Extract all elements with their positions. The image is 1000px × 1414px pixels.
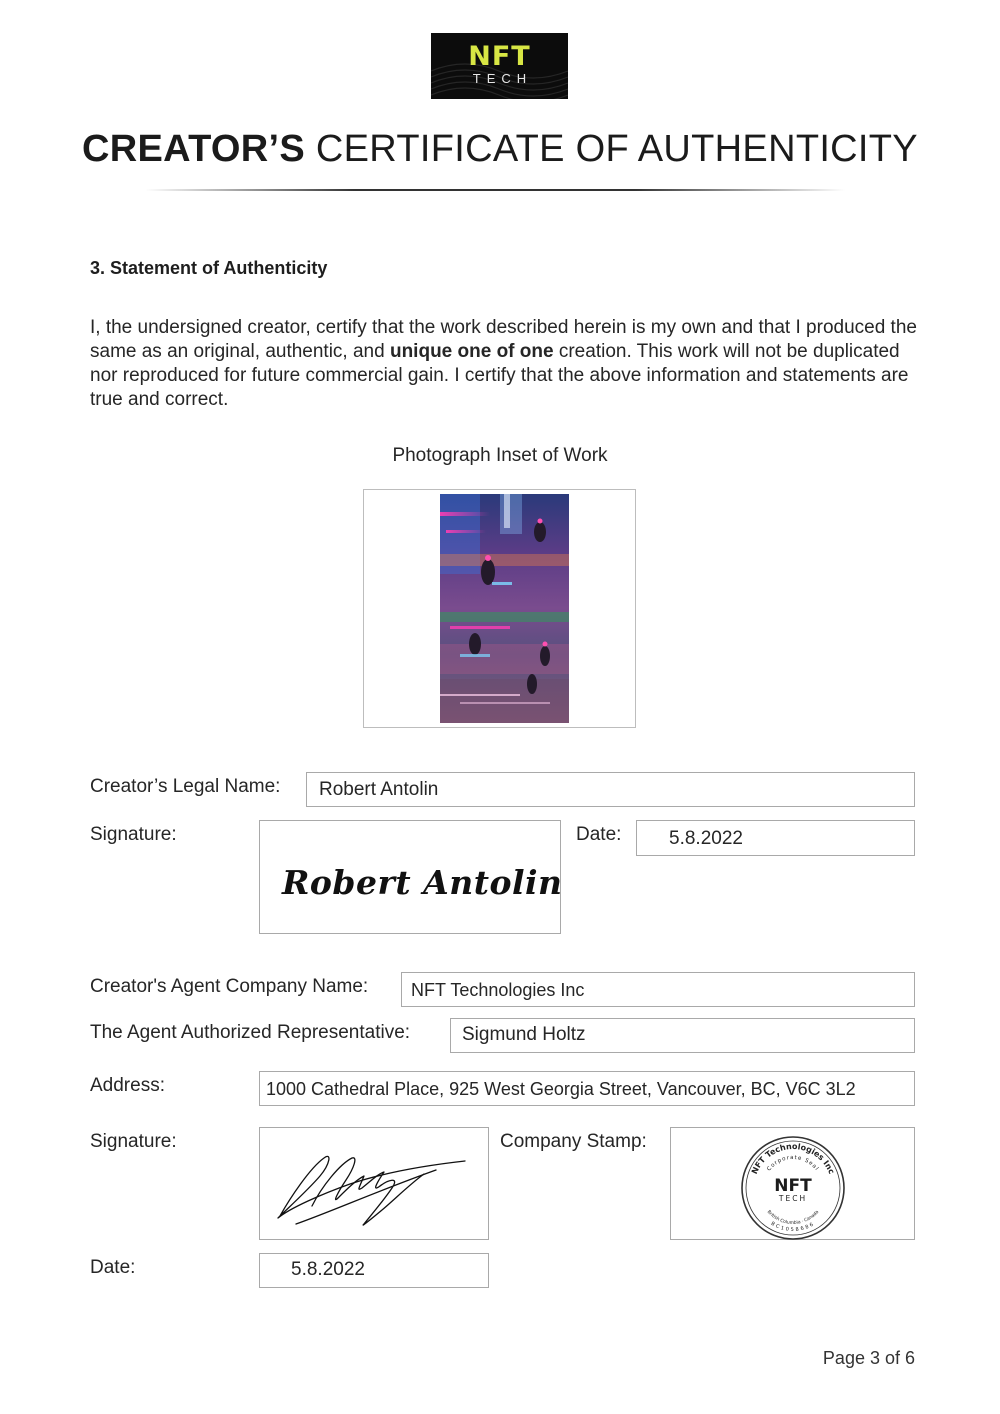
nft-tech-logo <box>431 33 568 99</box>
stamp-ring-inner: Corporate Seal <box>766 1154 820 1173</box>
agent-date-value: 5.8.2022 <box>291 1259 365 1280</box>
creator-date-value: 5.8.2022 <box>669 828 743 849</box>
agent-rep-label: The Agent Authorized Representative: <box>90 1022 411 1043</box>
title-bold: CREATOR’S <box>82 128 306 170</box>
creator-signature-script: Robert Antolin <box>282 863 563 902</box>
company-stamp-label: Company Stamp: <box>500 1131 647 1152</box>
statement-paragraph <box>90 316 920 412</box>
agent-signature-box <box>259 1127 489 1240</box>
title-divider <box>145 189 845 191</box>
agent-address-field <box>259 1071 915 1106</box>
stamp-ring-bottom: British Columbia · Canada <box>765 1209 821 1227</box>
title-rest: CERTIFICATE OF AUTHENTICITY <box>305 128 918 170</box>
creator-legal-name-label: Creator’s Legal Name: <box>90 776 281 797</box>
inset-caption: Photograph Inset of Work <box>392 445 608 466</box>
creator-signature-box <box>259 820 561 934</box>
logo-main-text: NFT <box>468 41 531 72</box>
stamp-ring-number: BC1058686 <box>769 1220 817 1234</box>
stamp-ring-top: NFT Technologies Inc <box>749 1141 837 1176</box>
agent-company-value: NFT Technologies Inc <box>411 980 585 1000</box>
agent-date-field <box>259 1253 489 1288</box>
agent-rep-value: Sigmund Holtz <box>462 1024 586 1045</box>
section-heading: 3. Statement of Authenticity <box>90 258 328 278</box>
company-seal-stamp <box>740 1135 846 1241</box>
creator-signature-label: Signature: <box>90 824 177 845</box>
agent-address-value: 1000 Cathedral Place, 925 West Georgia Street, Vancouver, BC, V6C 3L2 <box>266 1079 856 1099</box>
agent-company-label: Creator's Agent Company Name: <box>90 976 369 997</box>
agent-date-label: Date: <box>90 1257 136 1278</box>
stamp-center-sub: TECH <box>778 1194 808 1203</box>
agent-handwritten-signature <box>260 1128 488 1239</box>
statement-bold: unique one of one <box>389 341 554 362</box>
creator-date-label: Date: <box>576 824 622 845</box>
page-title <box>0 128 1000 171</box>
agent-signature-label: Signature: <box>90 1131 177 1152</box>
statement-part1: I, the undersigned creator, certify that the work described herein is my own and that I produced the same as an original, authentic, and <box>90 317 917 362</box>
creator-legal-name-field <box>306 772 915 807</box>
agent-address-label: Address: <box>90 1075 165 1096</box>
artwork-image <box>440 494 569 723</box>
statement-part2: creation. This work will not be duplicated nor reproduced for future commercial gain. I certify that the above information and statements are true and correct. <box>90 341 909 410</box>
logo-sub-text: TECH <box>472 71 533 86</box>
agent-rep-field <box>450 1018 915 1053</box>
stamp-center-main: NFT <box>774 1176 812 1196</box>
page-number: Page 3 of 6 <box>822 1348 915 1368</box>
creator-legal-name-value: Robert Antolin <box>319 779 439 800</box>
agent-company-field <box>401 972 915 1007</box>
creator-date-field <box>636 820 915 856</box>
